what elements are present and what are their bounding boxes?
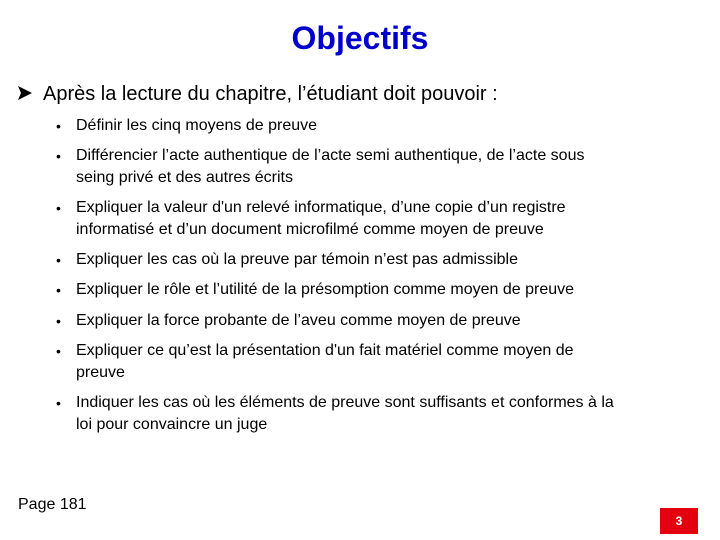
bullet-symbol: • (56, 343, 61, 359)
list-item (56, 197, 696, 241)
bullet-symbol: • (56, 282, 61, 298)
bullet-symbol: • (56, 148, 61, 164)
list-item-line: informatisé et d’un document microfilmé comme moyen de preuve (76, 221, 544, 238)
bullet-symbol: • (56, 200, 61, 216)
list-item (56, 340, 696, 384)
list-item-line: Expliquer la force probante de l’aveu comme moyen de preuve (76, 312, 521, 329)
list-item (56, 249, 696, 271)
list-item-line: loi pour convaincre un juge (76, 416, 268, 433)
bullet-symbol: • (56, 313, 61, 329)
list-item-line: Définir les cinq moyens de preuve (76, 117, 318, 134)
list-item-line: seing privé et des autres écrits (76, 169, 293, 186)
page-number-badge: 3 (660, 508, 698, 534)
list-item (56, 392, 696, 436)
list-item-line: Indiquer les cas où les éléments de preuve sont suffisants et conformes à la (76, 394, 614, 411)
bullet-symbol: • (56, 252, 61, 268)
bullet-symbol: • (56, 118, 61, 134)
list-item (56, 115, 696, 137)
page-reference: Page 181 (18, 496, 87, 513)
list-item (56, 279, 696, 301)
list-item-line: Expliquer le rôle et l’utilité de la présomption comme moyen de preuve (76, 281, 575, 298)
list-item-line: Expliquer ce qu’est la présentation d'un fait matériel comme moyen de (76, 342, 574, 359)
list-item-line: preuve (76, 364, 125, 381)
slide-title: Objectifs (291, 20, 429, 56)
list-item (56, 310, 696, 332)
list-item (56, 145, 696, 189)
list-item-line: Expliquer les cas où la preuve par témoin n’est pas admissible (76, 251, 519, 268)
list-item-line: Différencier l’acte authentique de l’acte semi authentique, de l’acte sous (76, 147, 585, 164)
bullet-symbol: • (56, 395, 61, 411)
main-point-text: Après la lecture du chapitre, l’étudiant doit pouvoir : (43, 83, 498, 105)
list-item-line: Expliquer la valeur d'un relevé informatique, d’une copie d’un registre (76, 199, 566, 216)
